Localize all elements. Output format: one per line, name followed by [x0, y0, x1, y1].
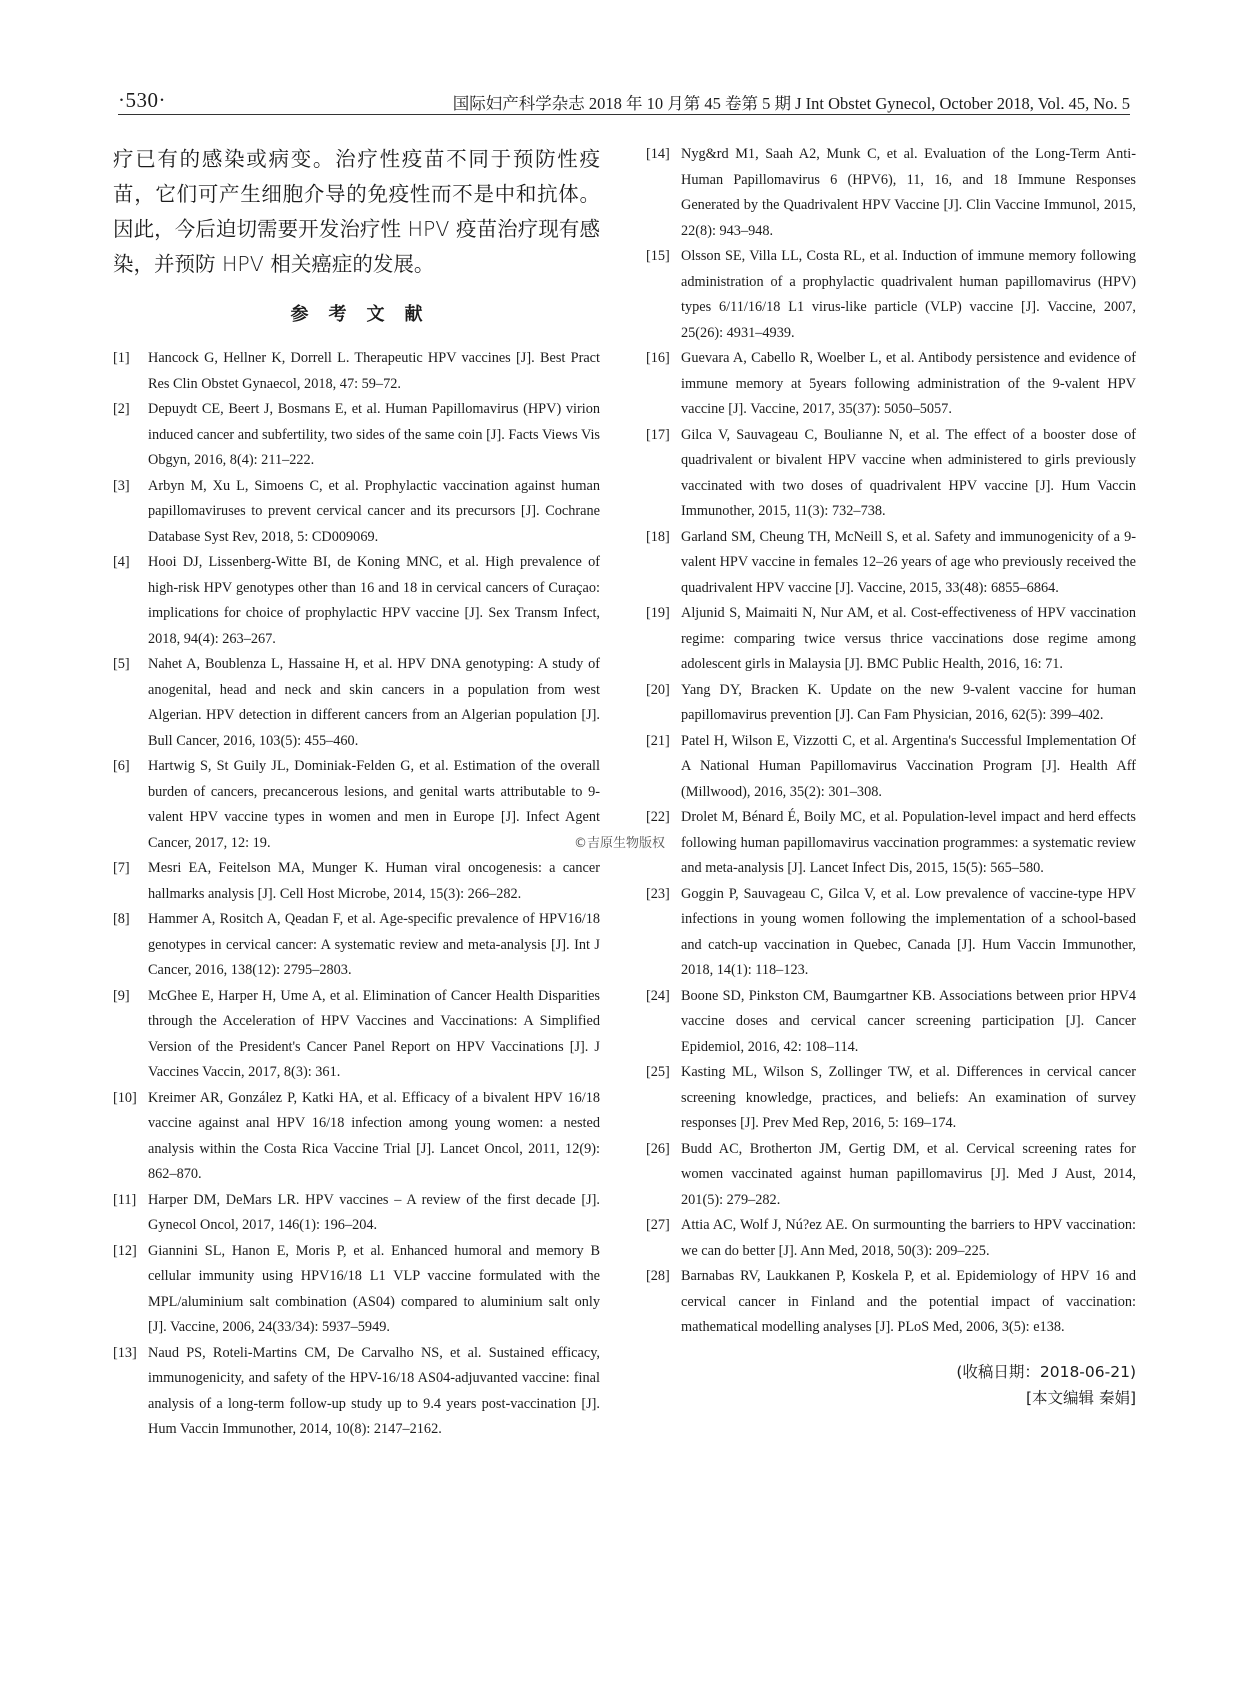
reference-list-left — [113, 346, 600, 1443]
reference-item — [113, 1239, 600, 1341]
page-header — [118, 88, 1130, 115]
reference-number: [9] — [113, 987, 130, 1004]
reference-text: Guevara A, Cabello R, Woelber L, et al. Antibody persistence and evidence of immune memory at 5years following administration of the 9-valent HPV vaccine [J]. Vaccine, 2017, 35(37): 5050–5057. — [681, 350, 1136, 417]
reference-number: [1] — [113, 350, 130, 366]
page-number: ·530· — [118, 88, 166, 112]
reference-number: [17] — [646, 426, 670, 443]
reference-number: [27] — [646, 1217, 670, 1233]
reference-number: [5] — [113, 656, 130, 672]
reference-text: Boone SD, Pinkston CM, Baumgartner KB. Associations between prior HPV4 vaccine doses and cervical cancer screening participation [J]. Cancer Epidemiol, 2016, 42: 108–114. — [681, 987, 1136, 1055]
reference-item — [113, 1341, 600, 1443]
reference-text: Goggin P, Sauvageau C, Gilca V, et al. Low prevalence of vaccine-type HPV infections in young women following the implementation of a school-based and catch-up vaccination in Quebec, Canada [J]. Hum Vaccin Immunother, 2018, 14(1): 118–123. — [681, 885, 1136, 978]
reference-item — [646, 346, 1136, 423]
references-heading: 参考文献 — [290, 304, 443, 325]
reference-text: Patel H, Wilson E, Vizzotti C, et al. Argentina's Successful Implementation Of A National Human Papillomavirus Vaccination Program [J]. Health Aff (Millwood), 2016, 35(2): 301–308. — [681, 732, 1136, 800]
reference-item — [646, 1137, 1136, 1214]
reference-item — [646, 1060, 1136, 1137]
reference-text: Yang DY, Bracken K. Update on the new 9-valent vaccine for human papillomavirus prevention [J]. Can Fam Physician, 2016, 62(5): 399–402. — [681, 681, 1136, 723]
reference-number: [8] — [113, 911, 130, 927]
reference-text: Gilca V, Sauvageau C, Boulianne N, et al. The effect of a booster dose of quadrivalent or bivalent HPV vaccine when administered to girls previously vaccinated with two doses of quadrivalent HPV vaccine [J]. Hum Vaccin Immunother, 2015, 11(3): 732–738. — [681, 426, 1136, 519]
reference-item — [646, 244, 1136, 346]
reference-number: [22] — [646, 809, 670, 825]
intro-paragraph: 疗已有的感染或病变。治疗性疫苗不同于预防性疫苗，它们可产生细胞介导的免疫性而不是中和抗体。因此，今后迫切需要开发治疗性 HPV 疫苗治疗现有感染，并预防 HPV 相关癌症的发展。 — [113, 147, 600, 276]
reference-item — [113, 652, 600, 754]
reference-item — [646, 805, 1136, 882]
left-column — [113, 142, 600, 1443]
reference-text: Mesri EA, Feitelson MA, Munger K. Human viral oncogenesis: a cancer hallmarks analysis [J]. Cell Host Microbe, 2014, 15(3): 266–282. — [148, 860, 600, 902]
reference-number: [19] — [646, 605, 670, 621]
reference-text: Arbyn M, Xu L, Simoens C, et al. Prophylactic vaccination against human papillomaviruses to prevent cervical cancer and its precursors [J]. Cochrane Database Syst Rev, 2018, 5: CD009069. — [148, 477, 600, 545]
reference-number: [4] — [113, 554, 130, 570]
reference-number: [18] — [646, 528, 670, 545]
reference-item — [113, 1086, 600, 1188]
reference-item — [646, 729, 1136, 806]
reference-text: Attia AC, Wolf J, Nú?ez AE. On surmounting the barriers to HPV vaccination: we can do better [J]. Ann Med, 2018, 50(3): 209–225. — [681, 1217, 1136, 1259]
reference-text: Kasting ML, Wilson S, Zollinger TW, et al. Differences in cervical cancer screening knowledge, practices, and beliefs: An examination of survey responses [J]. Prev Med Rep, 2016, 5: 169–174. — [681, 1064, 1136, 1131]
reference-text: Naud PS, Roteli-Martins CM, De Carvalho NS, et al. Sustained efficacy, immunogenicity, and safety of the HPV-16/18 AS04-adjuvanted vaccine: final analysis of a long-term follow-up study up to 9.4 years post-vaccination [J]. Hum Vaccin Immunother, 2014, 10(8): 2147–2162. — [148, 1344, 600, 1437]
reference-item — [646, 1264, 1136, 1341]
reference-number: [3] — [113, 477, 130, 494]
reference-item — [113, 984, 600, 1086]
reference-text: Depuydt CE, Beert J, Bosmans E, et al. Human Papillomavirus (HPV) virion induced cancer and subfertility, two sides of the same coin [J]. Facts Views Vis Obgyn, 2016, 8(4): 211–222. — [148, 401, 600, 468]
reference-item — [646, 423, 1136, 525]
reference-item — [113, 907, 600, 984]
reference-number: [24] — [646, 987, 670, 1004]
reference-text: Giannini SL, Hanon E, Moris P, et al. Enhanced humoral and memory B cellular immunity using HPV16/18 L1 VLP vaccine formulated with the MPL/aluminium salt combination (AS04) compared to aluminium salt only [J]. Vaccine, 2006, 24(33/34): 5937–5949. — [148, 1242, 600, 1335]
reference-item — [113, 754, 600, 856]
reference-text: Hammer A, Rositch A, Qeadan F, et al. Age-specific prevalence of HPV16/18 genotypes in cervical cancer: A systematic review and meta-analysis [J]. Int J Cancer, 2016, 138(12): 2795–2803. — [148, 911, 600, 978]
reference-item — [646, 1213, 1136, 1264]
reference-item — [646, 984, 1136, 1061]
reference-number: [26] — [646, 1140, 670, 1157]
reference-number: [10] — [113, 1089, 137, 1106]
reference-text: Olsson SE, Villa LL, Costa RL, et al. Induction of immune memory following administration of a prophylactic quadrivalent human papillomavirus (HPV) types 6/11/16/18 L1 virus-like particle (VLP) vaccine [J]. Vaccine, 2007, 25(26): 4931–4939. — [681, 248, 1136, 341]
right-column — [646, 142, 1136, 1411]
reference-item — [646, 525, 1136, 602]
reference-text: Hooi DJ, Lissenberg-Witte BI, de Koning MNC, et al. High prevalence of high-risk HPV genotypes other than 16 and 18 in cervical cancers of Curaçao: implications for choice of prophylactic HPV vaccine [J]. Sex Transm Infect, 2018, 94(4): 263–267. — [148, 554, 600, 647]
reference-number: [20] — [646, 681, 670, 698]
reference-item — [646, 601, 1136, 678]
reference-text: Kreimer AR, González P, Katki HA, et al. Efficacy of a bivalent HPV 16/18 vaccine against anal HPV 16/18 infection among young women: a nested analysis within the Costa Rica Vaccine Trial [J]. Lancet Oncol, 2011, 12(9): 862–870. — [148, 1089, 600, 1182]
reference-number: [23] — [646, 885, 670, 902]
reference-number: [6] — [113, 758, 130, 774]
reference-text: Hartwig S, St Guily JL, Dominiak-Felden G, et al. Estimation of the overall burden of cancers, precancerous lesions, and genital warts attributable to 9-valent HPV vaccine types in women and men in Europe [J]. Infect Agent Cancer, 2017, 12: 19. — [148, 758, 600, 851]
reference-number: [28] — [646, 1268, 670, 1284]
reference-item — [113, 397, 600, 474]
reference-item — [113, 856, 600, 907]
reference-text: Aljunid S, Maimaiti N, Nur AM, et al. Cost-effectiveness of HPV vaccination regime: comparing twice versus thrice vaccinations dose regime among adolescent girls in Malaysia [J]. BMC Public Health, 2016, 16: 71. — [681, 605, 1136, 672]
reference-number: [13] — [113, 1344, 137, 1361]
reference-text: Barnabas RV, Laukkanen P, Koskela P, et al. Epidemiology of HPV 16 and cervical cancer in Finland and the potential impact of vaccination: mathematical modelling analyses [J]. PLoS Med, 2006, 3(5): e138. — [681, 1268, 1136, 1335]
reference-text: Hancock G, Hellner K, Dorrell L. Therapeutic HPV vaccines [J]. Best Pract Res Clin Obstet Gynaecol, 2018, 47: 59–72. — [148, 350, 600, 392]
reference-number: [25] — [646, 1064, 670, 1080]
reference-number: [15] — [646, 248, 670, 264]
reference-item — [113, 550, 600, 652]
reference-text: Harper DM, DeMars LR. HPV vaccines – A review of the first decade [J]. Gynecol Oncol, 2017, 146(1): 196–204. — [148, 1191, 600, 1233]
reference-number: [21] — [646, 732, 670, 749]
reference-number: [11] — [113, 1191, 137, 1208]
reference-text: McGhee E, Harper H, Ume A, et al. Elimination of Cancer Health Disparities through the Acceleration of HPV Vaccines and Vaccinations: A Simplified Version of the President's Cancer Panel Report on HPV Vaccinations [J]. J Vaccines Vaccin, 2017, 8(3): 361. — [148, 987, 600, 1080]
reference-number: [12] — [113, 1242, 137, 1259]
reference-item — [113, 474, 600, 551]
reference-text: Garland SM, Cheung TH, McNeill S, et al. Safety and immunogenicity of a 9-valent HPV vaccine in females 12–26 years of age who previously received the quadrivalent HPV vaccine [J]. Vaccine, 2015, 33(48): 6855–6864. — [681, 528, 1136, 596]
watermark: ©吉原生物版权 — [574, 836, 666, 851]
reference-number: [2] — [113, 401, 130, 417]
reference-item — [113, 1188, 600, 1239]
received-date: (收稿日期：2018-06-21) — [956, 1362, 1136, 1381]
editor-note: [本文编辑 秦娟] — [1025, 1388, 1136, 1407]
reference-text: Nyg&rd M1, Saah A2, Munk C, et al. Evaluation of the Long-Term Anti-Human Papillomavirus 6 (HPV6), 11, 16, and 18 Immune Responses Generated by the Quadrivalent HPV Vaccine [J]. Clin Vaccine Immunol, 2015, 22(8): 943–948. — [681, 146, 1136, 239]
reference-item — [646, 678, 1136, 729]
reference-number: [7] — [113, 860, 130, 876]
reference-number: [14] — [646, 146, 670, 162]
running-title: 国际妇产科学杂志 2018 年 10 月第 45 卷第 5 期 J Int Obstet Gynecol, October 2018, Vol. 45, No. 5 — [452, 94, 1130, 113]
reference-item — [113, 346, 600, 397]
reference-number: [16] — [646, 350, 670, 366]
reference-text: Budd AC, Brotherton JM, Gertig DM, et al. Cervical screening rates for women vaccinated against human papillomavirus [J]. Med J Aust, 2014, 201(5): 279–282. — [681, 1140, 1136, 1208]
reference-list-right — [646, 142, 1136, 1341]
reference-item — [646, 882, 1136, 984]
reference-item — [646, 142, 1136, 244]
reference-text: Drolet M, Bénard É, Boily MC, et al. Population-level impact and herd effects following human papillomavirus vaccination programmes: a systematic review and meta-analysis [J]. Lancet Infect Dis, 2015, 15(5): 565–580. — [681, 809, 1136, 876]
reference-text: Nahet A, Boublenza L, Hassaine H, et al. HPV DNA genotyping: A study of anogenital, head and neck and skin cancers in a population from west Algerian. HPV detection in different cancers from an Algerian population [J]. Bull Cancer, 2016, 103(5): 455–460. — [148, 656, 600, 749]
